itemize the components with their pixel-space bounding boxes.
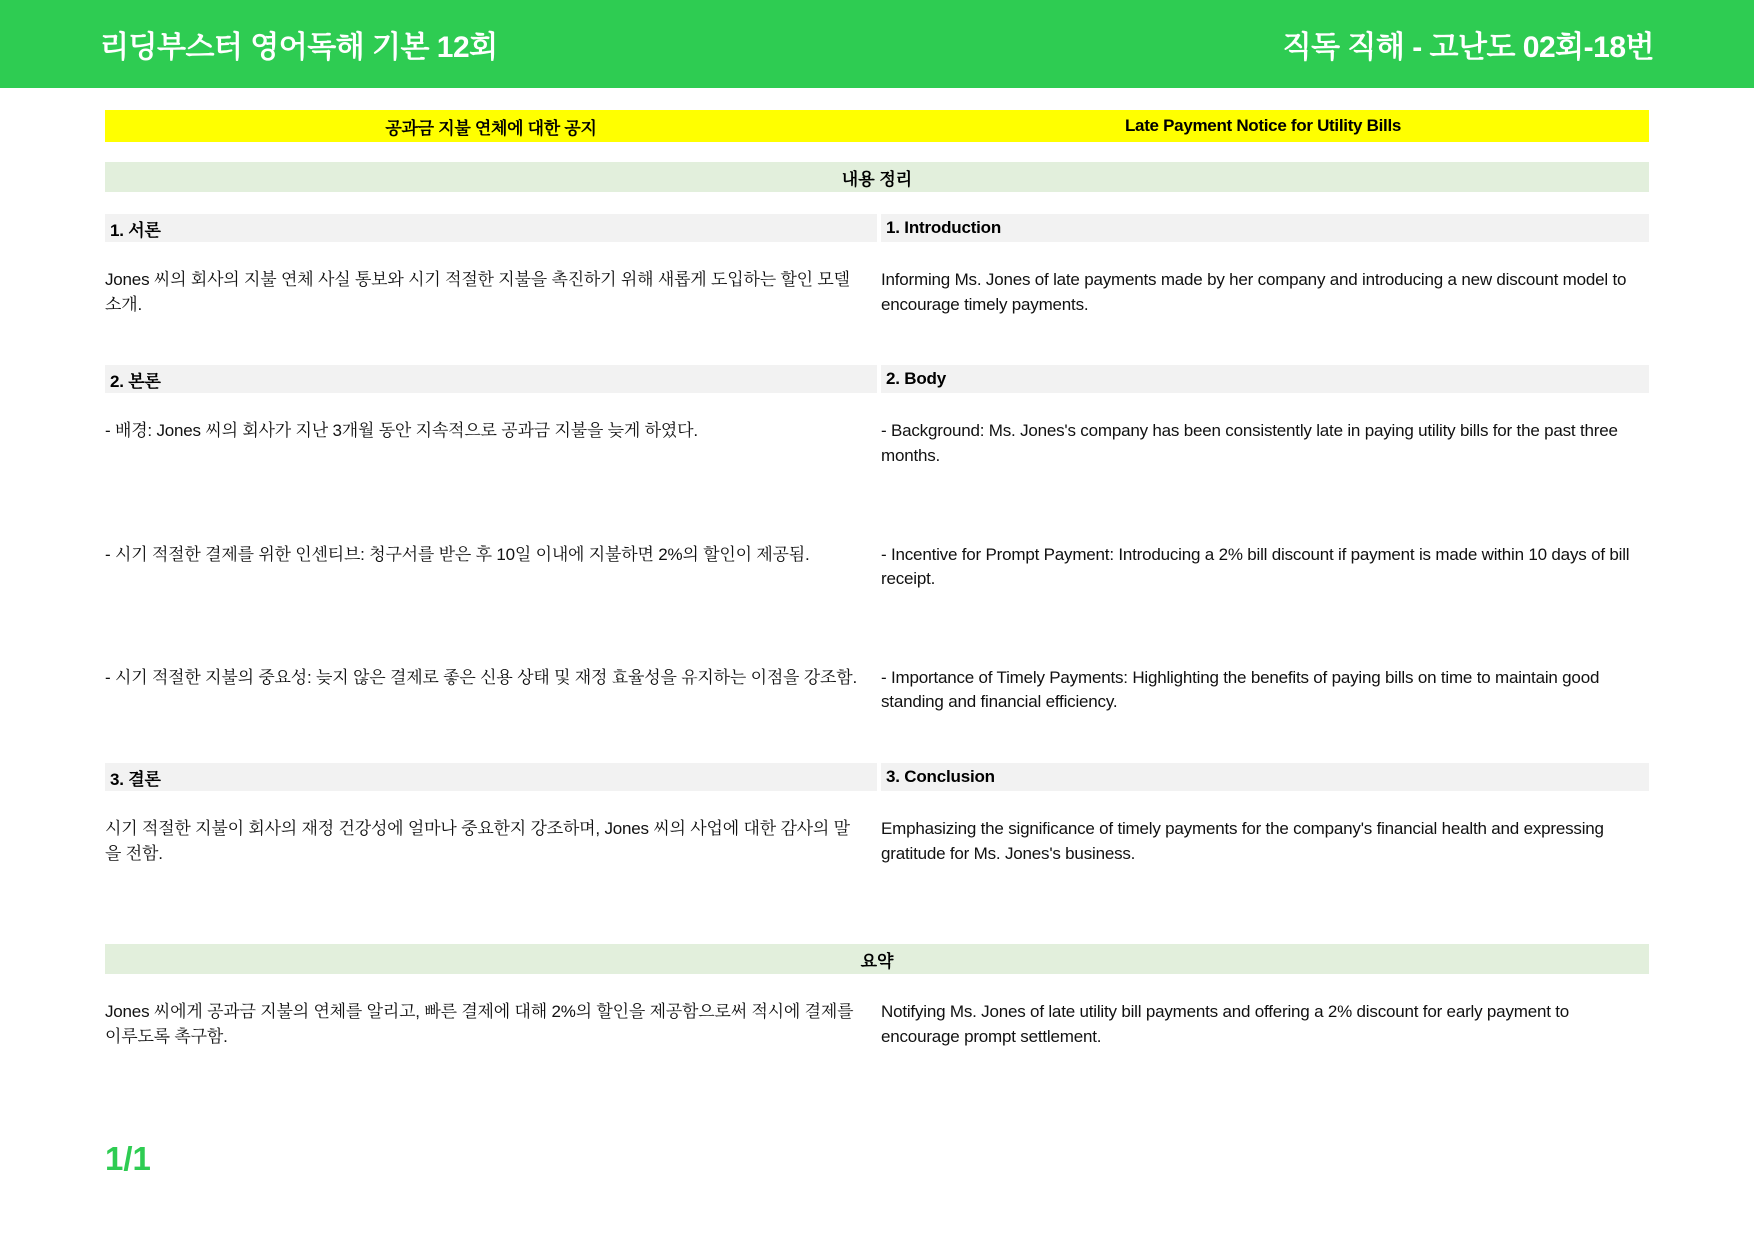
- section-3-paragraph-1: [105, 817, 1649, 866]
- header-title: 리딩부스터 영어독해 기본 12회: [100, 31, 498, 64]
- document-content: [0, 88, 1754, 1050]
- section-2-headings: [105, 365, 1649, 393]
- section-1-heading-ko: 1. 서론: [105, 214, 877, 242]
- section-2-paragraph-1: [105, 419, 1649, 468]
- section-1-headings: [105, 214, 1649, 242]
- section-1-heading-en: 1. Introduction: [881, 214, 1649, 242]
- section-2-paragraph-2-en: - Incentive for Prompt Payment: Introducing a 2% bill discount if payment is made within 10 days of bill receipt.: [881, 544, 1630, 589]
- section-2-heading-en: 2. Body: [881, 365, 1649, 393]
- section-3-heading-ko: 3. 결론: [105, 763, 877, 791]
- section-2-paragraph-2-ko: - 시기 적절한 결제를 위한 인센티브: 청구서를 받은 후 10일 이내에 지불하면 2%의 할인이 제공됨.: [105, 544, 810, 564]
- section-2-heading-ko: 2. 본론: [105, 365, 877, 393]
- header-lesson-label: 직독 직해 - 고난도 02회-18번: [1282, 31, 1654, 64]
- section-1-paragraph-1-en: Informing Ms. Jones of late payments made by her company and introducing a new discount model to encourage timely payments.: [881, 270, 1627, 314]
- title-korean: 공과금 지불 연체에 대한 공지: [385, 118, 597, 138]
- section-2-paragraph-3: [105, 666, 1649, 715]
- section-2-paragraph-3-ko: - 시기 적절한 지불의 중요성: 늦지 않은 결제로 좋은 신용 상태 및 재정 효율성을 유지하는 이점을 강조함.: [105, 667, 857, 687]
- section-3-heading-en: 3. Conclusion: [881, 763, 1649, 791]
- section-2-paragraph-1-en: - Background: Ms. Jones's company has been consistently late in paying utility bills for the past three months.: [881, 421, 1618, 465]
- page-number: 1/1: [105, 1140, 151, 1177]
- section-2-paragraph-3-en: - Importance of Timely Payments: Highlighting the benefits of paying bills on time to maintain good standing and financial efficiency.: [881, 667, 1600, 712]
- title-bar: [105, 110, 1649, 142]
- section-1-paragraph-1-ko: Jones 씨의 회사의 지불 연체 사실 통보와 시기 적절한 지불을 촉진하기 위해 새롭게 도입하는 할인 모델 소개.: [105, 270, 850, 314]
- section-3-paragraph-1-ko: 시기 적절한 지불이 회사의 재정 건강성에 얼마나 중요한지 강조하며, Jones 씨의 사업에 대한 감사의 말을 전함.: [105, 819, 850, 863]
- section-3-paragraph-1-en: Emphasizing the significance of timely payments for the company's financial health and expressing gratitude for Ms. Jones's business.: [881, 819, 1604, 863]
- section-2-paragraph-2: [105, 543, 1649, 592]
- section-2-paragraph-1-ko: - 배경: Jones 씨의 회사가 지난 3개월 동안 지속적으로 공과금 지불을 늦게 하였다.: [105, 421, 698, 441]
- band-summary-section: 내용 정리: [105, 162, 1649, 192]
- summary-paragraph-ko: Jones 씨에게 공과금 지불의 연체를 알리고, 빠른 결제에 대해 2%의 할인을 제공함으로써 적시에 결제를 이루도록 촉구함.: [105, 1002, 854, 1047]
- page-header: [0, 0, 1754, 88]
- section-1-paragraph-1: [105, 268, 1649, 317]
- section-3-headings: [105, 763, 1649, 791]
- band-overall-summary: 요약: [105, 944, 1649, 974]
- title-english: Late Payment Notice for Utility Bills: [1124, 116, 1402, 135]
- summary-paragraph-en: Notifying Ms. Jones of late utility bill payments and offering a 2% discount for early payment to encourage prompt settlement.: [881, 1002, 1570, 1047]
- summary-paragraph: [105, 1000, 1649, 1049]
